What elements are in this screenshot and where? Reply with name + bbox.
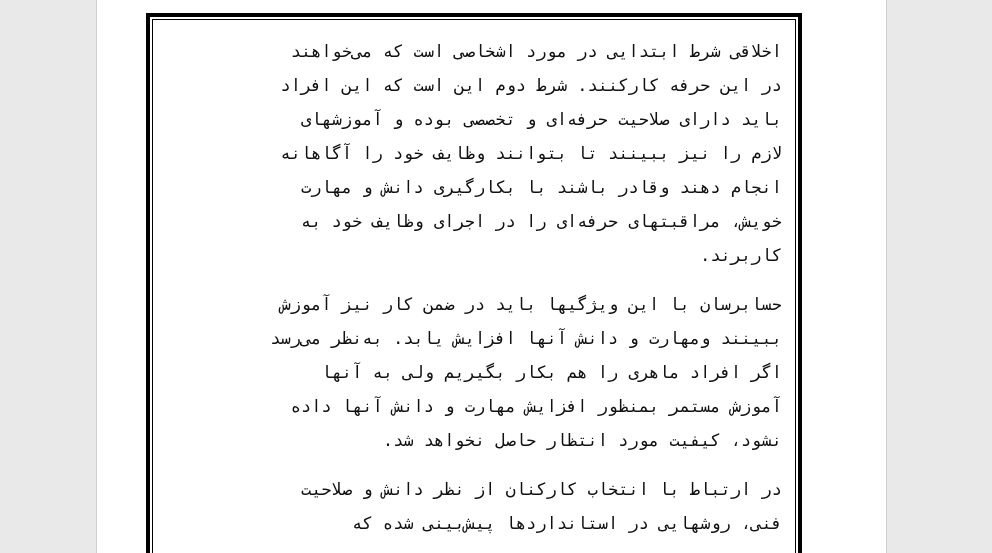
document-page[interactable] xyxy=(96,0,887,553)
text-line: انجام دهند وقادر باشند با بکارگیری دانش و مهارت xyxy=(300,178,782,198)
paragraph-3 xyxy=(180,473,782,541)
page-border-frame xyxy=(146,13,802,553)
text-line: حسابرسان با این ویژگیها باید در ضمن کار نیز آموزش xyxy=(280,295,782,315)
document-body-text[interactable] xyxy=(180,35,782,553)
text-line: نشود، کیفیت مورد انتظار حاصل نخواهد شد. xyxy=(382,431,782,451)
text-line: لازم را نیز ببینند تا بتوانند وظایف خود را آگاهانه xyxy=(280,144,782,164)
text-line: اگر افراد ماهری را هم بکار بگیریم ولی به آنها xyxy=(321,363,782,383)
text-line: آموزش مستمر بمنظور افزایش مهارت و دانش آنها داده xyxy=(290,397,782,417)
text-line: خویش، مراقبتهای حرفه‌ای را در اجرای وظایف خود به xyxy=(300,212,782,232)
paragraph-2 xyxy=(180,288,782,458)
text-line: اخلاقی شرط ابتدایی در مورد اشخاصی است که می‌خواهند xyxy=(290,42,782,62)
paragraph-1 xyxy=(180,35,782,273)
text-line: کاربرند. xyxy=(700,246,782,266)
text-line: باید دارای صلاحیت حرفه‌ای و تخصصی بوده و آموزشهای xyxy=(300,110,782,130)
text-line: فنی، روشهایی در استانداردها پیش‌بینی شده که xyxy=(352,514,782,534)
text-line: در این حرفه کارکنند. شرط دوم این است که این افراد xyxy=(280,76,782,96)
text-line: ببینند ومهارت و دانش آنها افزایش یابد. به‌نظر می‌رسد xyxy=(270,329,782,349)
text-line: در ارتباط با انتخاب کارکنان از نظر دانش و صلاحیت xyxy=(300,480,782,500)
